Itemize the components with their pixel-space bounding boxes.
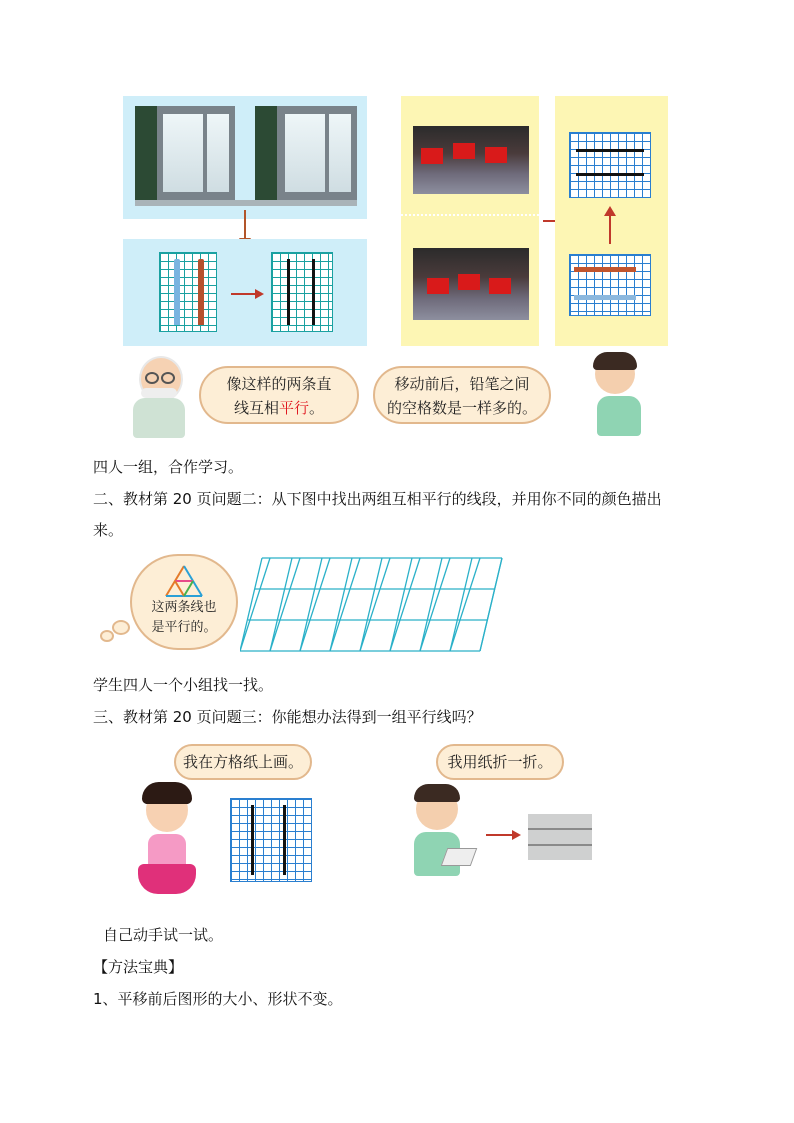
question-2-line1: 二、教材第 20 页问题二：从下图中找出两组互相平行的线段，并用你不同的颜色描出	[93, 490, 662, 508]
dotted-connector	[401, 214, 539, 218]
window-sill	[135, 200, 357, 206]
instruction-group-find: 学生四人一个小组找一找。	[93, 676, 274, 694]
thought-bubble-small-1	[100, 630, 114, 642]
teacher-bubble-line2: 线互相平行。	[233, 399, 325, 417]
right-arrow-icon	[486, 830, 522, 840]
flag-photo-top	[413, 126, 529, 194]
method-heading: 【方法宝典】	[93, 958, 184, 976]
girl-bubble-text: 我在方格纸上画。	[182, 753, 303, 771]
grid-panel-yellow	[555, 96, 668, 346]
fold-line-1	[528, 828, 592, 830]
grid-pencils-horizontal	[569, 254, 651, 316]
grid-lines	[271, 252, 333, 332]
question-2-line2: 来。	[93, 521, 124, 539]
parallel-line-2	[283, 805, 286, 875]
thought-bubble	[130, 554, 238, 650]
girl-avatar	[124, 782, 216, 904]
flags-panel	[401, 96, 539, 346]
fold-line-2	[528, 844, 592, 846]
parallel-line-1	[251, 805, 254, 875]
flag-photo-bottom	[413, 248, 529, 320]
grid-pencils	[159, 252, 217, 332]
parallel-line-2	[576, 173, 644, 176]
keyword-parallel: 平行	[278, 399, 309, 417]
blue-pencil-icon	[174, 259, 180, 325]
window-1	[135, 106, 235, 202]
method-point-1: 1、平移前后图形的大小、形状不变。	[93, 990, 343, 1008]
blue-pencil-icon	[574, 295, 636, 300]
parallel-line-1	[576, 149, 644, 152]
windows-panel	[123, 96, 367, 219]
red-pencil-icon	[574, 267, 636, 272]
boy-fold-speech-bubble	[436, 744, 564, 780]
grid-vertical-lines	[230, 798, 312, 882]
girl-speech-bubble	[174, 744, 312, 780]
folded-paper	[528, 814, 592, 860]
question-3: 三、教材第 20 页问题三：你能想办法得到一组平行线吗？	[93, 708, 482, 726]
triangle-lattice	[240, 556, 510, 656]
figure-parallel-intro	[123, 96, 668, 446]
boy-folding-avatar	[408, 784, 474, 882]
boy-bubble-line1: 移动前后，铅笔之间	[394, 375, 530, 393]
thought-bubble-line2: 是平行的。	[151, 620, 217, 635]
instruction-group-work: 四人一组，合作学习。	[93, 458, 244, 476]
teacher-avatar	[127, 352, 191, 442]
instruction-try-yourself: 自己动手试一试。	[103, 926, 224, 944]
up-arrow-icon	[605, 206, 615, 246]
thought-bubble-line1: 这两条线也	[151, 600, 217, 615]
grid-lines-horizontal	[569, 132, 651, 198]
parallel-line-1	[287, 259, 290, 325]
boy-fold-bubble-text: 我用纸折一折。	[447, 753, 553, 771]
teacher-bubble-line1: 像这样的两条直	[226, 375, 332, 393]
thought-bubble-small-2	[112, 620, 130, 635]
boy-speech-bubble	[373, 366, 551, 424]
right-arrow-icon	[231, 289, 265, 299]
figure-triangle-lattice	[100, 550, 510, 660]
parallel-line-2	[312, 259, 315, 325]
figure-make-parallel	[118, 738, 598, 908]
window-2	[255, 106, 357, 202]
red-pencil-icon	[198, 259, 204, 325]
boy-avatar	[581, 352, 667, 444]
teacher-speech-bubble	[199, 366, 359, 424]
colored-triangle-icon	[164, 564, 204, 598]
pencil-grid-panel	[123, 239, 367, 346]
boy-bubble-line2: 的空格数是一样多的。	[386, 399, 537, 417]
